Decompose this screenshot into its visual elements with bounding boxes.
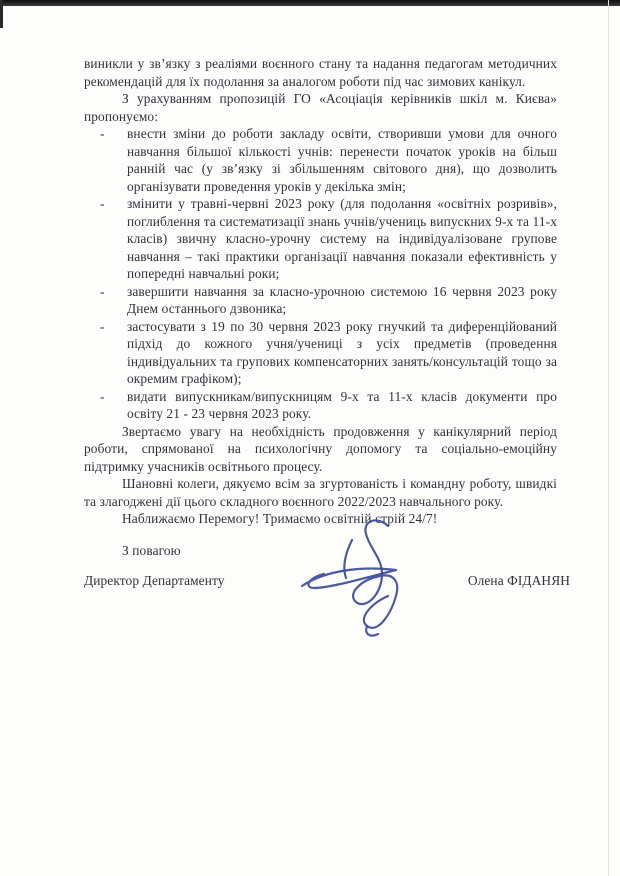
paragraph-attention: Звертаємо увагу на необхідність продовження у канікулярний період роботи, спрямованої на психологічну допомогу та соціально-емоційну підтримку учасників освітнього процесу. xyxy=(84,423,557,474)
list-item xyxy=(100,388,557,423)
dash-bullet: - xyxy=(100,388,105,404)
list-item xyxy=(100,318,557,388)
paragraph-continuation: виникли у зв’язку з реаліями воєнного стану та надання педагогам методичних рекомендацій для їх подолання за аналогом роботи під час зимових канікул. xyxy=(84,56,557,89)
scan-edge-left xyxy=(0,0,3,28)
list-item-text: завершити навчання за класно-урочною системою 16 червня 2023 року Днем останнього дзвоника; xyxy=(127,283,557,316)
dash-bullet: - xyxy=(100,126,105,141)
paragraph-thanks: Шановні колеги, дякуємо всім за згуртованість і командну роботу, швидкі та злагоджені дії цього складного воєнного 2022/2023 навчального року. xyxy=(84,476,557,509)
list-item-text: змінити у травні-червні 2023 року (для подолання «освітніх розривів», поглиблення та систематизації знань учнів/учениць випускних 9-х та 11-х класів) звичну класно-урочну систему на індивідуалізоване групове навчання – такі практики організації навчання показали ефективність у попередні навчальні роки; xyxy=(127,196,557,281)
dash-bullet: - xyxy=(100,318,105,334)
paragraph-proposals-intro: З урахуванням пропозицій ГО «Асоціація керівників шкіл м. Києва» пропонуємо: xyxy=(84,91,557,124)
dash-bullet: - xyxy=(100,196,105,211)
list-item xyxy=(100,283,557,318)
signer-name: Олена ФІДАНЯН xyxy=(467,573,570,588)
signer-row xyxy=(84,572,570,590)
list-item-text: видати випускникам/випускницям 9-х та 11-х класів документи про освіту 21 - 23 червня 2023 року. xyxy=(127,388,557,421)
closing-salutation: З повагою xyxy=(122,542,181,558)
dash-bullet: - xyxy=(100,283,105,299)
list-item xyxy=(100,195,557,283)
proposals-list xyxy=(84,125,557,423)
scan-line-right xyxy=(608,0,609,876)
scan-edge-top xyxy=(0,0,620,6)
list-item-text: застосувати з 19 по 30 червня 2023 року гнучкий та диференційований підхід до кожного учня/учениці з усіх предметів (проведення індивідуальних та групових компенсаторних занять/консультацій тощо за окремим графіком); xyxy=(127,318,557,386)
list-item xyxy=(100,125,557,195)
signer-title: Директор Департаменту xyxy=(84,573,225,588)
document-page xyxy=(84,55,570,590)
list-item-text: внести зміни до роботи закладу освіти, створивши умови для очного навчання більшої кількості учнів: перенести початок уроків на більш ранній час (у зв’язку зі збільшенням світового дня), що дозволить організувати проведення уроків у декілька змін; xyxy=(127,126,557,194)
paragraph-victory: Наближаємо Перемогу! Тримаємо освітній стрій 24/7! xyxy=(122,511,438,526)
